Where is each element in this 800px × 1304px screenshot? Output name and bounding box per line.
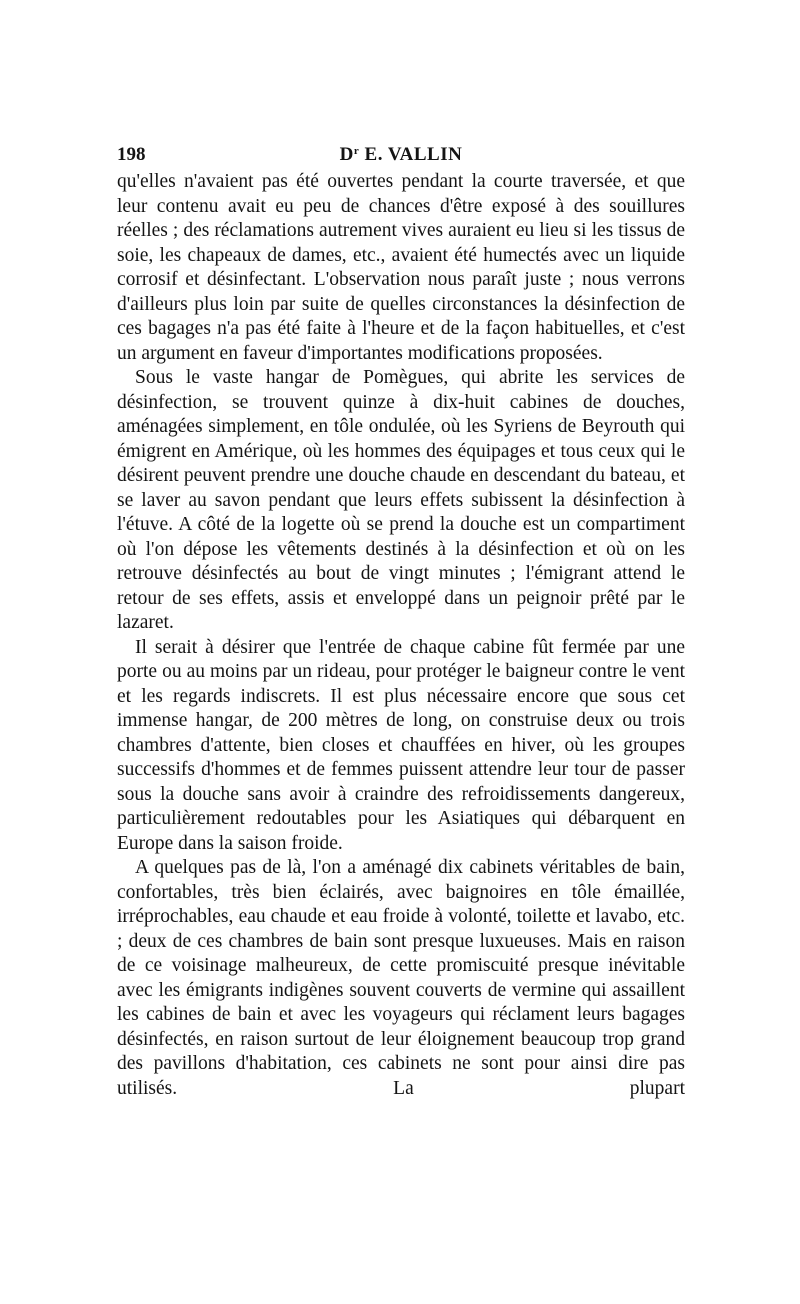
book-page [117,140,685,1101]
paragraph-hangar: Sous le vaste hangar de Pomègues, qui abrite les services de désinfection, se trouvent quinze à dix-huit cabines de douches, aménagées simplement, en tôle ondulée, où les Syriens de Beyrouth qui émigrent en Amérique, où les hommes des équipages et tous ceux qui le désirent peuvent prendre une douche chaude en descendant du bateau, et se laver au savon pendant que leurs effets subissent la désinfection à l'étuve. A côté de la logette où se prend la douche est un compartiment où l'on dépose les vêtements destinés à la désinfection et où on les retrouve désinfectés au bout de vingt minutes ; l'émigrant attend le retour de ses effets, assis et enveloppé dans un peignoir prêté par le lazaret. [117,367,685,633]
author-name: E. VALLIN [359,144,463,165]
running-head [117,140,685,170]
paragraph-recommendation: Il serait à désirer que l'entrée de chaque cabine fût fermée par une porte ou au moins par un rideau, pour protéger le baigneur contre le vent et les regards indiscrets. Il est plus nécessaire encore que sous cet immense hangar, de 200 mètres de long, on construise deux ou trois chambres d'attente, bien closes et chauffées en hiver, où les groupes successifs d'hommes et de femmes puissent attendre leur tour de passer sous la douche sans avoir à craindre des refroidissements dangereux, particulièrement redoutables pour les Asiatiques qui débarquent en Europe dans la saison froide. [117,636,685,854]
paragraph-bath-cabinets: A quelques pas de là, l'on a aménagé dix cabinets véritables de bain, confortables, très bien éclairés, avec baignoires en tôle émaillée, irréprochables, eau chaude et eau froide à volonté, toilette et lavabo, etc. ; deux de ces chambres de bain sont presque luxueuses. Mais en raison de ce voisinage malheureux, de cette promiscuité presque inévitable avec les émigrants indigènes souvent couverts de vermine qui assaillent les cabines de bain et avec les voyageurs qui réclament leurs bagages désinfectés, en raison surtout de leur éloignement beaucoup trop grand des pavillons d'habitation, ces cabinets ne sont pour ainsi dire pas utilisés. La plupart [117,857,685,1099]
running-title [117,144,685,166]
author-prefix-superscript: r [353,145,360,157]
author-prefix: D [339,144,354,165]
page-number: 198 [117,144,146,165]
body-text [117,170,685,1101]
paragraph-continuation: qu'elles n'avaient pas été ouvertes pendant la courte traversée, et que leur contenu avait eu peu de chances d'être exposé à des souillures réelles ; des réclamations autrement vives auraient eu lieu si les tissus de soie, les chapeaux de dames, etc., avaient été humectés avec un liquide corrosif et désinfectant. L'observation nous paraît juste ; nous verrons d'ailleurs plus loin par suite de quelles circonstances la désinfection de ces bagages n'a pas été faite à l'heure et de la façon habituelles, et c'est un argument en faveur d'importantes modifications proposées. [117,171,685,364]
